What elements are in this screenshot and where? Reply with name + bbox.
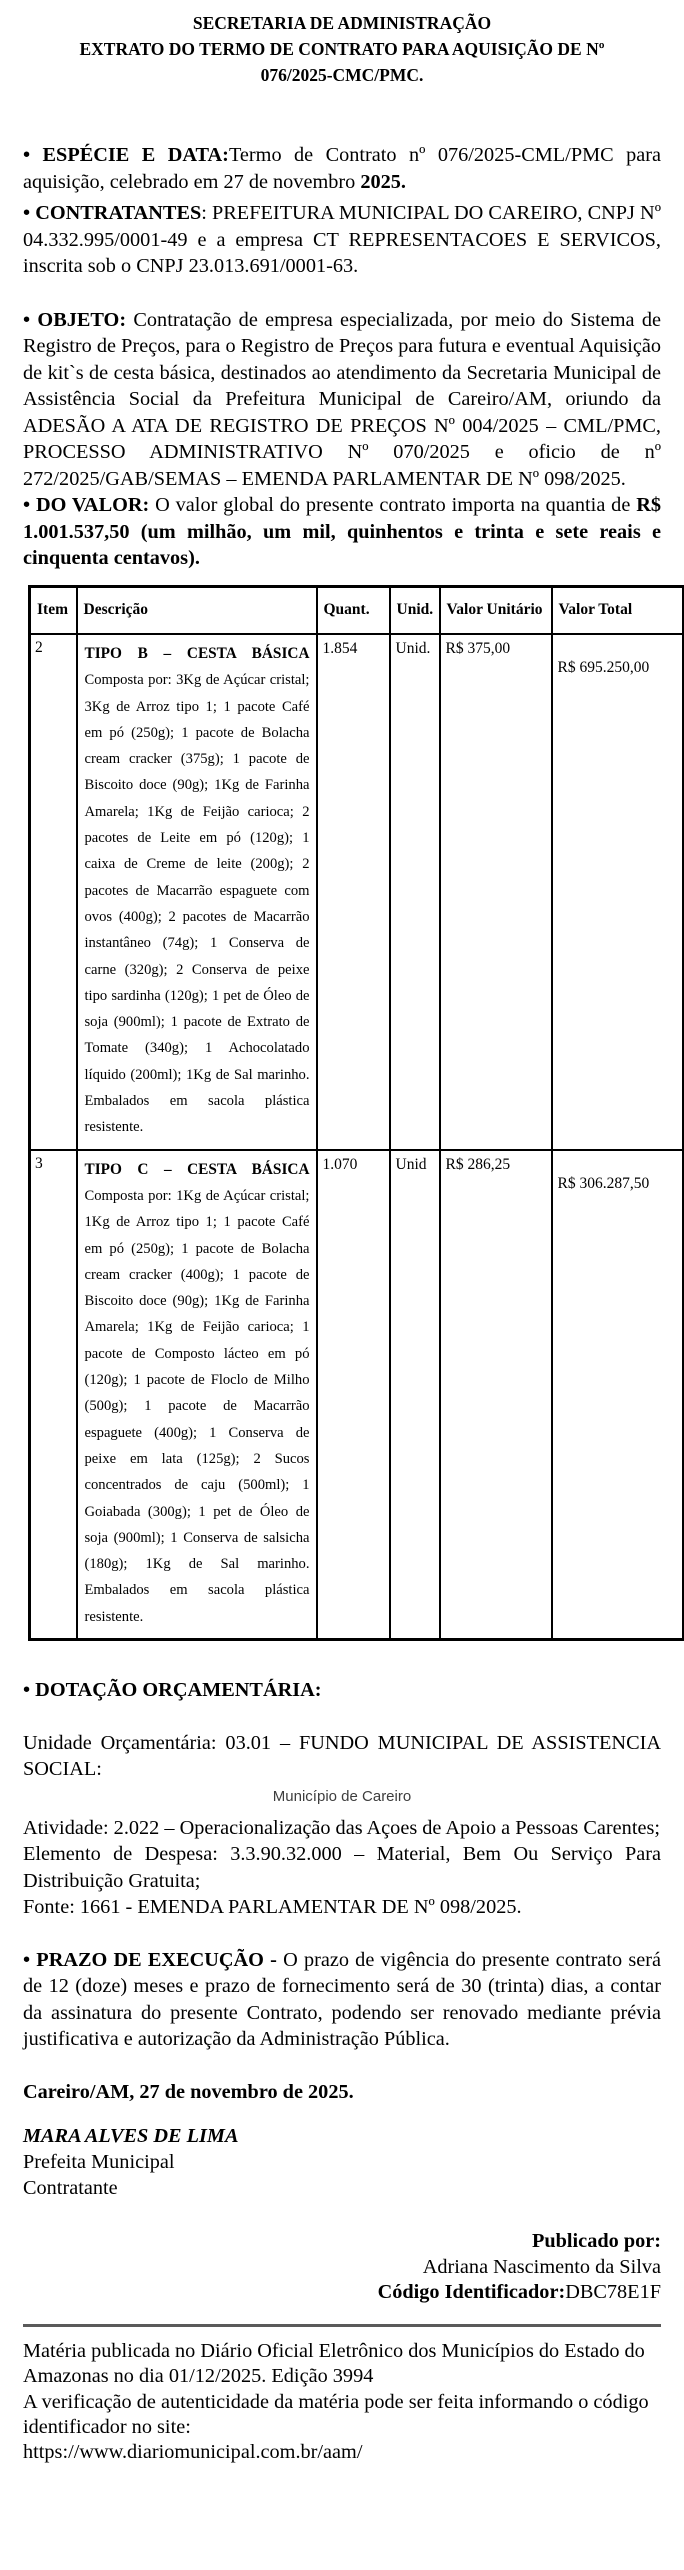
contratantes-label: • CONTRATANTES [23, 202, 202, 224]
description-title: TIPO B – CESTA BÁSICA [84, 645, 310, 662]
especie-label: • ESPÉCIE E DATA: [23, 144, 229, 166]
cell-unit-value: R$ 286,25 [440, 1150, 552, 1640]
description-body: Composta por: 1Kg de Açúcar cristal; 1Kg de Arroz tipo 1; 1 pacote Café em pó (250g); 1 pacote de Bolacha cream cracker (400g); 1 pacote de Biscoito doce (90g); 1Kg de Farinha Amarela; 1Kg de Feijão carioca; 1 pacote de Composto lácteo em pó (120g); 1 pacote de Floclo de Milho (500g); 1 pacote de Macarrão espaguete (400g); 1 Conserva de peixe em lata (125g); 2 Sucos concentrados de caju (500ml); 1 Goiabada (300g); 1 pet de Óleo de soja (900ml); 1 Conserva de salsicha (180g); 1Kg de Sal marinho. Embalados em sacola plástica resistente. [84, 1187, 310, 1625]
cell-item-number: 2 [30, 634, 77, 1150]
cell-description [77, 634, 317, 1150]
col-header-quant: Quant. [317, 586, 390, 634]
title-line-1: SECRETARIA DE ADMINISTRAÇÃO [192, 13, 492, 33]
prazo-label: • PRAZO DE EXECUÇÃO - [23, 1948, 284, 1971]
paragraph-fonte: Fonte: 1661 - EMENDA PARLAMENTAR DE Nº 098/2025. [23, 1896, 522, 1919]
municipio-watermark: Município de Careiro [272, 1787, 412, 1805]
footer-url: https://www.diariomunicipal.com.br/aam/ [23, 2441, 363, 2464]
cell-unit: Unid. [390, 634, 440, 1150]
table-row [30, 634, 684, 1150]
footer-divider [23, 2324, 661, 2327]
description-title: TIPO C – CESTA BÁSICA [84, 1160, 310, 1178]
especie-year: 2025. [360, 170, 406, 193]
contratantes-text: : PREFEITURA MUNICIPAL DO CAREIRO, CNPJ Nº 04.332.995/0001-49 e a empresa CT REPRESENTACOES E SERVICOS, inscrita sob o CNPJ 23.013.691/0001-63. [23, 202, 661, 277]
document-title [23, 10, 661, 88]
col-header-valor-unitario: Valor Unitário [440, 586, 552, 634]
items-table [28, 585, 684, 1641]
cell-total-value: R$ 306.287,50 [552, 1150, 684, 1640]
valor-text: O valor global do presente contrato importa na quantia de [149, 494, 637, 516]
objeto-text: Contratação de empresa especializada, por meio do Sistema de Registro de Preços, para o Registro de Preços para futura e eventual Aquisição de kit`s de cesta básica, destinados ao atendimento da Secretaria Municipal de Assistência Social da Prefeitura Municipal de Careiro/AM, oriundo da ADESÃO A ATA DE REGISTRO DE PREÇOS Nº 004/2025 – CML/PMC, PROCESSO ADMINISTRATIVO Nº 070/2025 e oficio de nº 272/2025/GAB/SEMAS – EMENDA PARLAMENTAR DE Nº 098/2025. [23, 308, 661, 490]
table-row [30, 1150, 684, 1640]
table-header-row [30, 586, 684, 634]
published-by-label: Publicado por: [531, 2230, 661, 2253]
footer-publication-line: Matéria publicada no Diário Oficial Eletrônico dos Municípios do Estado do Amazonas no dia 01/12/2025. Edição 3994 [23, 2339, 645, 2388]
paragraph-elemento-despesa: Elemento de Despesa: 3.3.90.32.000 – Material, Bem Ou Serviço Para Distribuição Gratuita; [23, 1843, 661, 1892]
paragraph-contratantes [23, 200, 661, 280]
heading-dotacao-orcamentaria: • DOTAÇÃO ORÇAMENTÁRIA: [23, 1678, 322, 1701]
title-line-3: 076/2025-CMC/PMC. [260, 65, 424, 85]
cell-quantity: 1.070 [317, 1150, 390, 1640]
col-header-item: Item [30, 586, 77, 634]
published-by-block [23, 2229, 661, 2306]
identifier-code-label: Código Identificador: [377, 2281, 566, 2304]
signature-role-prefeita: Prefeita Municipal [23, 2151, 175, 2174]
published-by-author: Adriana Nascimento da Silva [422, 2255, 661, 2278]
objeto-label: • OBJETO: [23, 308, 127, 331]
identifier-code-line [23, 2280, 661, 2306]
valor-label: • DO VALOR: [23, 494, 150, 516]
footer-verification-line: A verificação de autenticidade da matéria pode ser feita informando o código identificador no site: [23, 2390, 649, 2438]
paragraph-especie-e-data [23, 142, 661, 195]
cell-description [77, 1150, 317, 1640]
col-header-valor-total: Valor Total [552, 586, 684, 634]
cell-total-value: R$ 695.250,00 [552, 634, 684, 1150]
paragraph-prazo-execucao [23, 1947, 661, 2053]
paragraph-unidade-orcamentaria: Unidade Orçamentária: 03.01 – FUNDO MUNICIPAL DE ASSISTENCIA SOCIAL: [23, 1731, 661, 1781]
gazette-page [0, 10, 684, 2570]
cell-quantity: 1.854 [317, 634, 390, 1150]
valor-amount: R$ 1.001.537,50 (um milhão, um mil, quinhentos e trinta e sete reais e cinquenta centavos). [23, 494, 661, 569]
signature-role-contratante: Contratante [23, 2177, 118, 2200]
prazo-text: O prazo de vigência do presente contrato será de 12 (doze) meses e prazo de fornecimento será de 30 (trinta) dias, a contar da assinatura do presente Contrato, podendo ser renovado mediante prévia justificativa e autorização da Administração Pública. [23, 1948, 661, 2051]
signature-date-line: Careiro/AM, 27 de novembro de 2025. [23, 2080, 354, 2103]
cell-unit-value: R$ 375,00 [440, 634, 552, 1150]
col-header-descricao: Descrição [77, 586, 317, 634]
identifier-code-value: DBC78E1F [565, 2281, 661, 2304]
paragraph-do-valor [23, 492, 661, 572]
footer-publication-note [23, 2339, 661, 2465]
description-body: Composta por: 3Kg de Açúcar cristal; 3Kg de Arroz tipo 1; 1 pacote Café em pó (250g); 1 pacote de Bolacha cream cracker (375g); 1 pacote de Biscoito doce (90g); 1Kg de Farinha Amarela; 1Kg de Feijão carioca; 2 pacotes de Leite em pó (120g); 1 caixa de Creme de leite (200g); 2 pacotes de Macarrão espaguete com ovos (400g); 2 pacotes de Macarrão instantâneo (74g); 1 Conserva de carne (320g); 2 Conserva de peixe tipo sardinha (120g); 1 pet de Óleo de soja (900ml); 1 pacote de Extrato de Tomate (340g); 1 Achocolatado líquido (200ml); 1Kg de Sal marinho. Embalados em sacola plástica resistente. [84, 672, 310, 1136]
col-header-unid: Unid. [390, 586, 440, 634]
cell-item-number: 3 [30, 1150, 77, 1640]
especie-text: Termo de Contrato nº 076/2025-CML/PMC para aquisição, celebrado em 27 de novembro [23, 144, 661, 193]
paragraph-atividade: Atividade: 2.022 – Operacionalização das Açoes de Apoio a Pessoas Carentes; [23, 1816, 660, 1839]
title-line-2: EXTRATO DO TERMO DE CONTRATO PARA AQUISIÇÃO DE Nº [79, 39, 605, 59]
signature-name: MARA ALVES DE LIMA [23, 2125, 239, 2148]
paragraph-objeto [23, 307, 661, 493]
cell-unit: Unid [390, 1150, 440, 1640]
